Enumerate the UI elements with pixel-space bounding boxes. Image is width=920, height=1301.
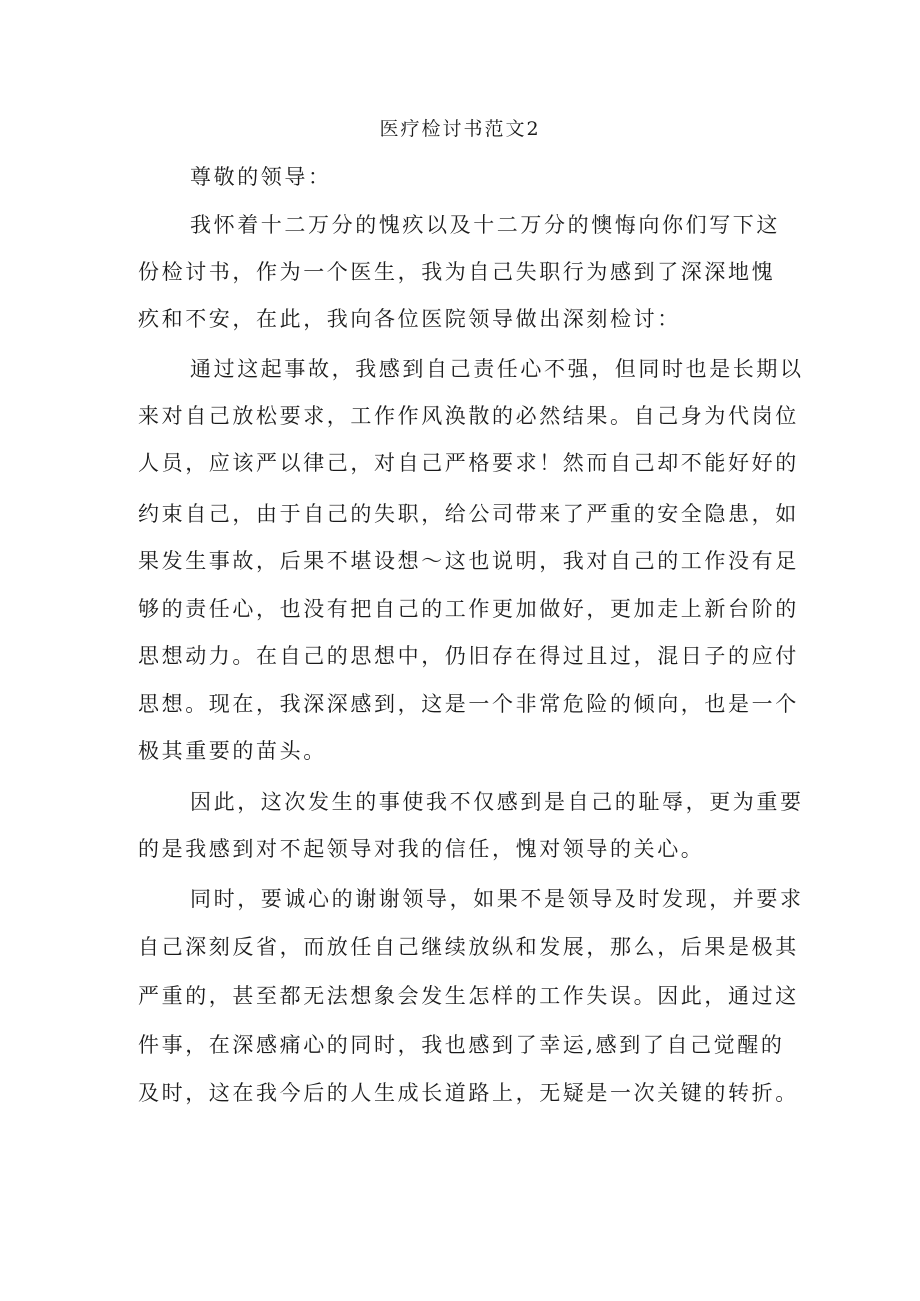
paragraph-line: 思想。现在，我深深感到，这是一个非常危险的倾向，也是一个 xyxy=(138,692,799,716)
paragraph-line: 件事，在深感痛心的同时，我也感到了幸运,感到了自己觉醒的 xyxy=(138,1033,785,1057)
paragraph-line: 极其重要的苗头。 xyxy=(138,739,327,763)
salutation: 尊敬的领导： xyxy=(190,165,332,189)
document-title: 医疗检讨书范文2 xyxy=(379,118,541,140)
paragraph-line: 够的责任心，也没有把自己的工作更加做好，更加走上新台阶的 xyxy=(138,597,799,621)
paragraph-line: 思想动力。在自己的思想中，仍旧存在得过且过，混日子的应付 xyxy=(138,644,799,668)
paragraph-line: 的是我感到对不起领导对我的信任，愧对领导的关心。 xyxy=(138,837,705,861)
paragraph-line: 通过这起事故，我感到自己责任心不强，但同时也是长期以 xyxy=(190,357,804,381)
paragraph-line: 同时，要诚心的谢谢领导，如果不是领导及时发现，并要求 xyxy=(190,887,804,911)
paragraph-line: 份检讨书，作为一个医生，我为自己失职行为感到了深深地愧 xyxy=(138,260,776,284)
paragraph-line: 因此，这次发生的事使我不仅感到是自己的耻辱，更为重要 xyxy=(190,790,804,814)
paragraph-line: 我怀着十二万分的愧疚以及十二万分的懊悔向你们写下这 xyxy=(190,213,780,237)
paragraph-line: 自己深刻反省，而放任自己继续放纵和发展，那么，后果是极其 xyxy=(138,935,799,959)
paragraph-line: 及时，这在我今后的人生成长道路上，无疑是一次关键的转折。 xyxy=(138,1081,799,1105)
paragraph-line: 果发生事故，后果不堪设想～这也说明，我对自己的工作没有足 xyxy=(138,549,799,573)
paragraph-line: 人员，应该严以律己，对自己严格要求！然而自己却不能好好的 xyxy=(138,451,799,475)
paragraph-line: 严重的，甚至都无法想象会发生怎样的工作失误。因此，通过这 xyxy=(138,984,799,1008)
paragraph-line: 约束自己，由于自己的失职，给公司带来了严重的安全隐患，如 xyxy=(138,502,799,526)
paragraph-line: 疚和不安，在此，我向各位医院领导做出深刻检讨： xyxy=(138,307,681,331)
paragraph-line: 来对自己放松要求，工作作风涣散的必然结果。自己身为代岗位 xyxy=(138,404,799,428)
